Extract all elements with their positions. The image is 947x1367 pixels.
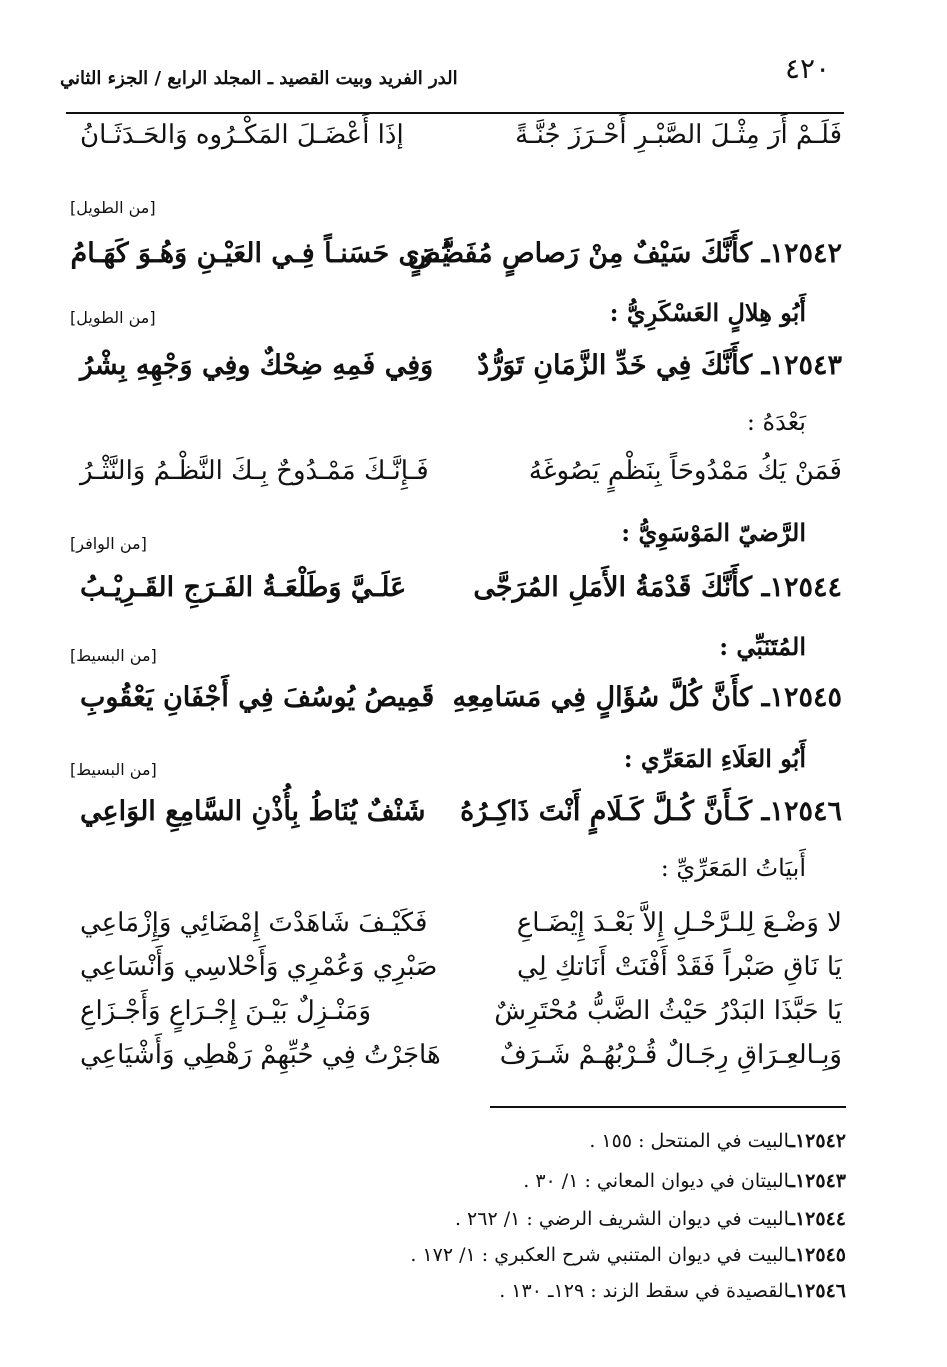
- footnote: [300, 1170, 846, 1192]
- footnote-text: البيت في ديوان الشريف الرضي : ١/ ٢٦٢ .: [454, 1208, 790, 1230]
- poem-line-first: يَا نَاقِ صَبْراً فَقَدْ أَفْنَتْ أَنَاتكِ لِي: [517, 952, 842, 982]
- section-label: أَبيَاتُ المَعَرِّيِّ :: [660, 854, 806, 882]
- verse-12544-second: عَلَـيَّ وَطَلْعَـةُ الفَـرَجِ القَـرِيْـبُ: [80, 572, 407, 603]
- verse-12543-first: ١٢٥٤٣ـ كأَنَّكَ فِي خَدِّ الزَّمَانِ تَوَرُّدٌ: [477, 350, 842, 381]
- footnote-number: ١٢٥٤٤ـ: [789, 1208, 846, 1230]
- meter-label: [من الطويل]: [70, 308, 156, 327]
- footnote-text: البيت في المنتحل : ١٥٥ .: [589, 1130, 790, 1152]
- footnote-text: البيتان في ديوان المعاني : ١/ ٣٠ .: [523, 1170, 790, 1192]
- poem-line-first: وَبِـالعِـرَاقِ رِجَـالٌ قُـرْبُهُـمْ شَـرَفٌ: [499, 1040, 842, 1070]
- poem-line-first: يَا حَبَّذَا البَدْرُ حَيْثُ الضَّبُّ مُحْتَرِشٌ: [494, 996, 842, 1026]
- meter-label: [من الوافر]: [70, 534, 147, 553]
- verse-12546-second: شَنْفٌ يُنَاطُ بِأُذْنِ السَّامِعِ الوَاعِي: [80, 796, 426, 827]
- meter-label: [من البسيط]: [70, 760, 157, 779]
- footnote: [300, 1130, 846, 1152]
- header-rule: [66, 112, 844, 114]
- poem-line-second: وَمَنْـزِلٌ بَيْـنَ إِجْـرَاعٍ وَأَجْـزَاعِ: [80, 996, 372, 1026]
- verse-12546-first: ١٢٥٤٦ـ كَـأَنَّ كُـلَّ كَـلَامٍ أَنْتَ ذَاكِـرُهُ: [460, 796, 842, 827]
- footnote-number: ١٢٥٤٥ـ: [789, 1244, 846, 1266]
- poem-line-second: صَبْرِي وَعُمْرِي وَأَحْلاسِي وَأَنْسَاعِي: [80, 952, 438, 982]
- running-title: الدر الفريد وبيت القصيد ـ المجلد الرابع / الجزء الثاني: [60, 68, 458, 89]
- footnote-rule: [490, 1106, 846, 1108]
- poem-line-second: هَاجَرْتُ فِي حُبِّهِمْ رَهْطِي وَأَشْيَاعِي: [80, 1040, 441, 1070]
- verse-12542-second: يُـرَى حَسَنـاً فِـي العَيْـنِ وَهُـوَ كَهَـامُ: [70, 238, 450, 269]
- page-number: ٤٢٠: [785, 52, 831, 85]
- verse-first-hemistich: فَلَـمْ أَرَ مِثْـلَ الصَّبْـرِ أَحْـرَزَ جُنَّـةً: [515, 120, 842, 150]
- footnote: [300, 1208, 846, 1230]
- continuation-label: بَعْدَهُ :: [746, 408, 806, 436]
- verse-second-hemistich: إذَا أَعْضَـلَ المَكْـرُوه وَالحَـدَثَـانُ: [80, 120, 404, 150]
- footnote-number: ١٢٥٤٢ـ: [789, 1130, 846, 1152]
- footnote: [300, 1244, 846, 1266]
- verse-12545-second: قَمِيصُ يُوسُفَ فِي أَجْفَانِ يَعْقُوبِ: [80, 682, 435, 713]
- footnote-number: ١٢٥٤٦ـ: [789, 1280, 846, 1302]
- verse-12545-first: ١٢٥٤٥ـ كأَنَّ كُلَّ سُؤَالٍ فِي مَسَامِعِهِ: [452, 682, 842, 713]
- verse-second-hemistich: فَـإِنَّـكَ مَمْـدُوحٌ بِـكَ النَّظْـمُ وَالنَّثْـرُ: [80, 456, 429, 486]
- footnote-text: القصيدة في سقط الزند : ١٢٩ـ ١٣٠ .: [499, 1280, 790, 1302]
- footnote: [300, 1280, 846, 1302]
- poet-name: أَبُو العَلَاءِ المَعَرِّي :: [623, 744, 806, 773]
- poet-name: المُتَنَبِّي :: [719, 632, 806, 661]
- verse-first-hemistich: فَمَنْ يَكُ مَمْدُوحَاً بِنَظْمٍ يَصُوغَهُ: [528, 456, 842, 486]
- poet-name: الرَّضيّ المَوْسَوِيُّ :: [621, 518, 806, 547]
- footnote-number: ١٢٥٤٣ـ: [789, 1170, 846, 1192]
- poem-line-second: فَكَيْـفَ شَاهَدْتَ إِمْضَائِي وَإِزْمَاعِي: [80, 908, 428, 938]
- verse-12543-second: وَفِي فَمِهِ ضِحْكٌ وفِي وَجْهِهِ بِشْرُ: [80, 350, 434, 381]
- verse-12542-first: ١٢٥٤٢ـ كأَنَّكَ سَيْفٌ مِنْ رَصاصٍ مُفَضَّضٍ: [408, 238, 842, 269]
- verse-12544-first: ١٢٥٤٤ـ كأَنَّكَ قَدْمَةُ الأَمَلِ المُرَجَّى: [473, 572, 842, 603]
- footnote-text: البيت في ديوان المتنبي شرح العكبري : ١/ ١٧٢ .: [410, 1244, 790, 1266]
- poem-line-first: لا وَضْـعَ لِلـرَّحْـلِ إِلاَّ بَعْـدَ إِيْضَـاعِ: [516, 908, 842, 938]
- poet-name: أَبُو هِلالٍ العَسْكَرِيُّ :: [609, 298, 806, 327]
- meter-label: [من الطويل]: [70, 198, 156, 217]
- meter-label: [من البسيط]: [70, 646, 157, 665]
